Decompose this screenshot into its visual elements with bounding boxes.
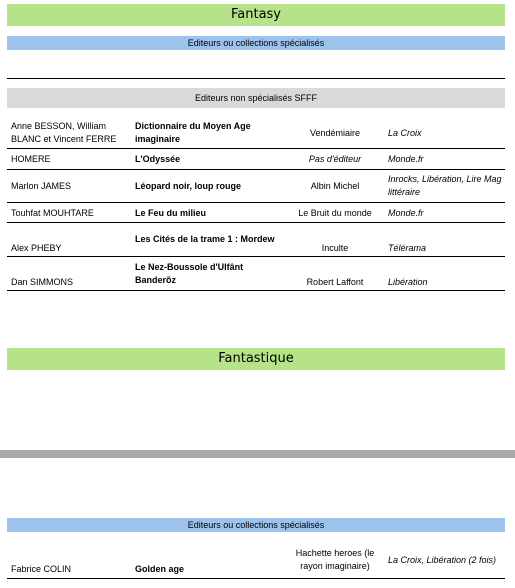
press-cell: Inrocks, Libération, Lire Mag littéraire — [388, 174, 502, 197]
publisher-cell: Pas d'éditeur — [308, 154, 362, 164]
press-cell: Monde.fr — [388, 207, 424, 218]
author-cell: Marlon JAMES — [11, 180, 72, 191]
title-cell: Dictionnaire du Moyen Age imaginaire — [135, 121, 251, 144]
publisher-cell: Inculte — [321, 243, 349, 253]
table-row — [7, 224, 505, 255]
row-divider — [7, 290, 505, 291]
publisher-cell: Vendémiaire — [309, 127, 361, 138]
title-cell: Léopard noir, loup rouge — [135, 180, 242, 191]
press-cell: La Croix — [388, 127, 422, 138]
title-cell: Les Cités de la trame 1 : Mordew — [135, 234, 275, 244]
table-row — [7, 171, 505, 201]
table-row — [7, 118, 505, 148]
title-cell: Le Nez-Boussole d'Ulfânt Banderõz — [135, 261, 244, 285]
subheader-specialises: Editeurs ou collections spécialisés — [7, 518, 505, 532]
row-divider — [7, 148, 505, 149]
title-cell: L'Odyssée — [135, 154, 181, 164]
row-divider — [7, 222, 505, 223]
author-cell: HOMERE — [11, 154, 51, 164]
press-cell: La Croix, Libération (2 fois) — [388, 554, 497, 565]
author-cell: Dan SIMMONS — [11, 277, 74, 287]
row-divider — [7, 256, 505, 257]
section-title-fantastique: Fantastique — [7, 348, 505, 370]
section-title-fantasy: Fantasy — [7, 4, 505, 26]
author-cell: Fabrice COLIN — [11, 564, 72, 574]
table-row — [7, 204, 505, 222]
publisher-cell: Robert Laffont — [306, 277, 364, 287]
subheader-specialises: Editeurs ou collections spécialisés — [7, 36, 505, 50]
table-row — [7, 150, 505, 169]
divider — [7, 78, 505, 79]
title-cell: Le Feu du milieu — [135, 207, 207, 218]
table-row — [7, 258, 505, 289]
press-cell: Monde.fr — [388, 154, 424, 164]
row-divider — [7, 202, 505, 203]
author-cell: Anne BESSON, William BLANC et Vincent FERRE — [11, 121, 117, 144]
page-break — [0, 450, 515, 458]
publisher-cell: Hachette heroes (le rayon imaginaire) — [295, 548, 375, 571]
subheader-non-specialises: Editeurs non spécialisés SFFF — [7, 88, 505, 108]
table-row — [7, 544, 505, 576]
publisher-cell: Albin Michel — [310, 180, 360, 191]
press-cell: Libération — [388, 277, 428, 287]
title-cell: Golden age — [135, 564, 185, 574]
row-divider — [7, 578, 505, 579]
publisher-cell: Le Bruit du monde — [298, 207, 372, 218]
author-cell: Touhfat MOUHTARE — [11, 207, 94, 218]
press-cell: Télérama — [388, 243, 427, 253]
author-cell: Alex PHEBY — [11, 243, 62, 253]
row-divider — [7, 169, 505, 170]
